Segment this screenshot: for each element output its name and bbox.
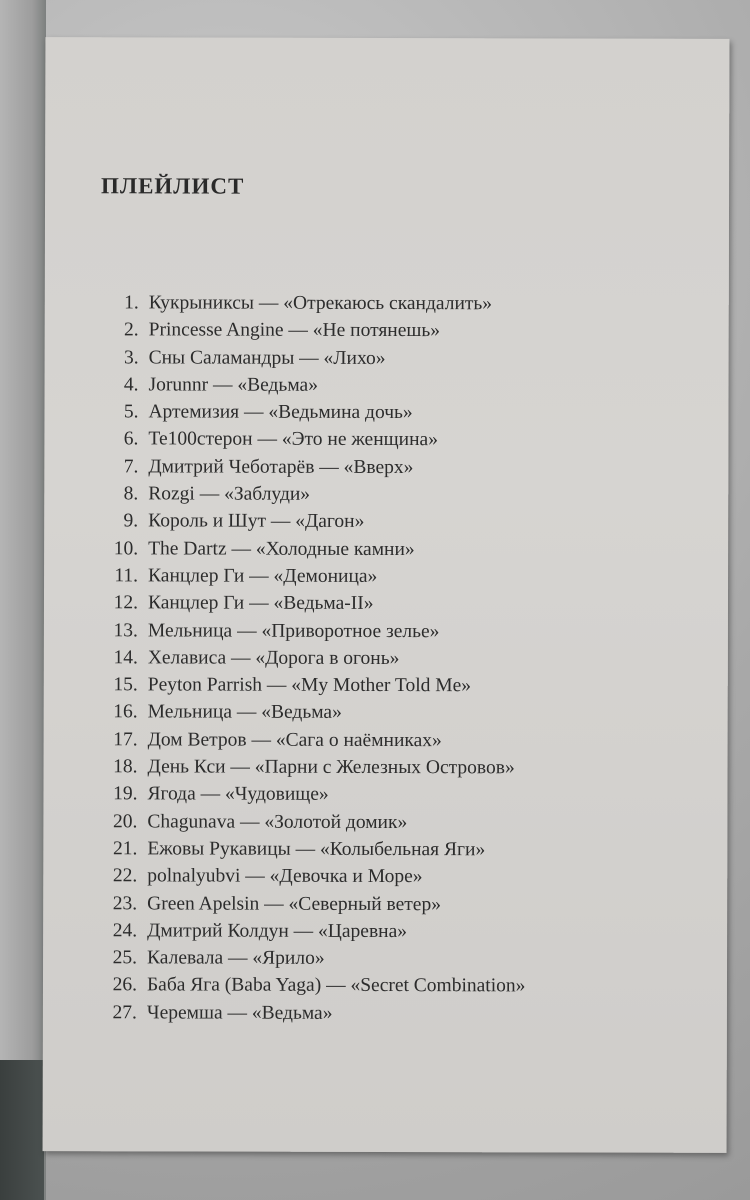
playlist-item — [95, 835, 525, 863]
playlist-item — [96, 453, 526, 481]
book-page — [43, 37, 730, 1153]
playlist-item — [96, 671, 526, 699]
track-title: Баба Яга (Baba Yaga) — «Secret Combination» — [146, 974, 526, 997]
playlist-item — [97, 317, 527, 345]
track-title: The Dartz — «Холодные камни» — [148, 538, 415, 560]
playlist-item — [95, 917, 525, 945]
track-title: Peyton Parrish — «My Mother Told Me» — [147, 674, 472, 697]
track-number: 26. — [112, 974, 138, 996]
track-number: 12. — [113, 592, 139, 614]
track-number: 13. — [113, 619, 138, 641]
track-number: 27. — [112, 1002, 137, 1024]
playlist-item — [96, 480, 526, 508]
track-title: Сны Саламандры — «Лихо» — [148, 346, 386, 369]
track-title: Princesse Angine — «Не потянешь» — [148, 319, 441, 342]
playlist-item — [96, 426, 526, 454]
track-number: 21. — [112, 838, 138, 860]
track-title: Калевала — «Ярило» — [147, 947, 325, 969]
track-number: 4. — [123, 374, 139, 396]
track-title: Артемизия — «Ведьмина дочь» — [148, 401, 413, 424]
track-number: 24. — [112, 920, 138, 942]
track-number: 20. — [113, 810, 138, 832]
playlist-item — [95, 781, 525, 809]
playlist-item — [96, 617, 526, 645]
playlist-item — [96, 644, 526, 672]
track-title: Мельница — «Ведьма» — [147, 701, 342, 724]
track-number: 11. — [114, 565, 139, 587]
playlist-item — [95, 890, 525, 918]
track-title: Ягода — «Чудовище» — [147, 783, 329, 806]
track-title: Дом Ветров — «Сага о наёмниках» — [147, 729, 442, 751]
playlist-item — [96, 562, 526, 590]
playlist-item — [96, 535, 526, 563]
track-number: 9. — [123, 510, 139, 532]
book-edge — [0, 0, 46, 1200]
track-title: День Кси — «Парни с Железных Островов» — [147, 756, 515, 779]
playlist-item — [95, 999, 525, 1027]
track-number: 18. — [113, 756, 138, 778]
playlist-item — [96, 508, 526, 536]
track-number: 17. — [113, 729, 138, 751]
track-number: 7. — [123, 456, 139, 478]
track-number: 22. — [112, 865, 138, 887]
playlist-item — [95, 972, 525, 1000]
playlist-item — [96, 398, 526, 426]
playlist-item — [96, 726, 526, 754]
track-number: 16. — [113, 701, 138, 723]
playlist-item — [95, 808, 525, 836]
track-title: Хелависа — «Дорога в огонь» — [147, 647, 400, 669]
track-number: 2. — [124, 319, 139, 341]
playlist — [95, 289, 527, 1027]
track-title: Мельница — «Приворотное зелье» — [147, 619, 440, 642]
track-title: polnalyubvi — «Девочка и Море» — [147, 865, 423, 888]
track-title: Rozgi — «Заблуди» — [148, 483, 311, 505]
track-number: 14. — [113, 647, 138, 669]
track-number: 6. — [123, 428, 139, 450]
playlist-item — [95, 862, 525, 890]
track-title: Канцлер Ги — «Ведьма-II» — [147, 592, 374, 615]
playlist-item — [97, 344, 527, 372]
track-title: Green Apelsin — «Северный ветер» — [147, 892, 441, 915]
track-title: Jorunnr — «Ведьма» — [148, 374, 318, 396]
track-title: Ежовы Рукавицы — «Колыбельная Яги» — [147, 838, 486, 861]
track-number: 5. — [123, 401, 139, 423]
playlist-item — [97, 371, 527, 399]
page-title: ПЛЕЙЛИСТ — [101, 173, 245, 199]
track-title: Черемша — «Ведьма» — [146, 1002, 333, 1024]
track-title: Chagunava — «Золотой домик» — [147, 811, 408, 833]
track-title: Канцлер Ги — «Демоница» — [148, 565, 378, 587]
track-number: 8. — [123, 483, 139, 505]
playlist-item — [97, 289, 527, 317]
track-title: Дмитрий Чеботарёв — «Вверх» — [148, 456, 414, 478]
track-number: 1. — [124, 292, 139, 314]
track-title: Дмитрий Колдун — «Царевна» — [147, 920, 408, 942]
playlist-item — [96, 590, 526, 618]
track-number: 3. — [123, 346, 139, 368]
track-number: 19. — [113, 783, 138, 805]
track-title: Te100стерон — «Это не женщина» — [148, 428, 438, 451]
track-number: 25. — [112, 947, 138, 969]
playlist-item — [95, 944, 525, 972]
playlist-item — [96, 753, 526, 781]
playlist-item — [96, 699, 526, 727]
book-cover — [0, 1060, 44, 1200]
track-title: Кукрыниксы — «Отрекаюсь скандалить» — [148, 292, 493, 315]
track-number: 10. — [113, 537, 139, 560]
track-title: Король и Шут — «Дагон» — [148, 510, 365, 533]
track-number: 15. — [113, 674, 138, 696]
track-number: 23. — [112, 892, 138, 914]
